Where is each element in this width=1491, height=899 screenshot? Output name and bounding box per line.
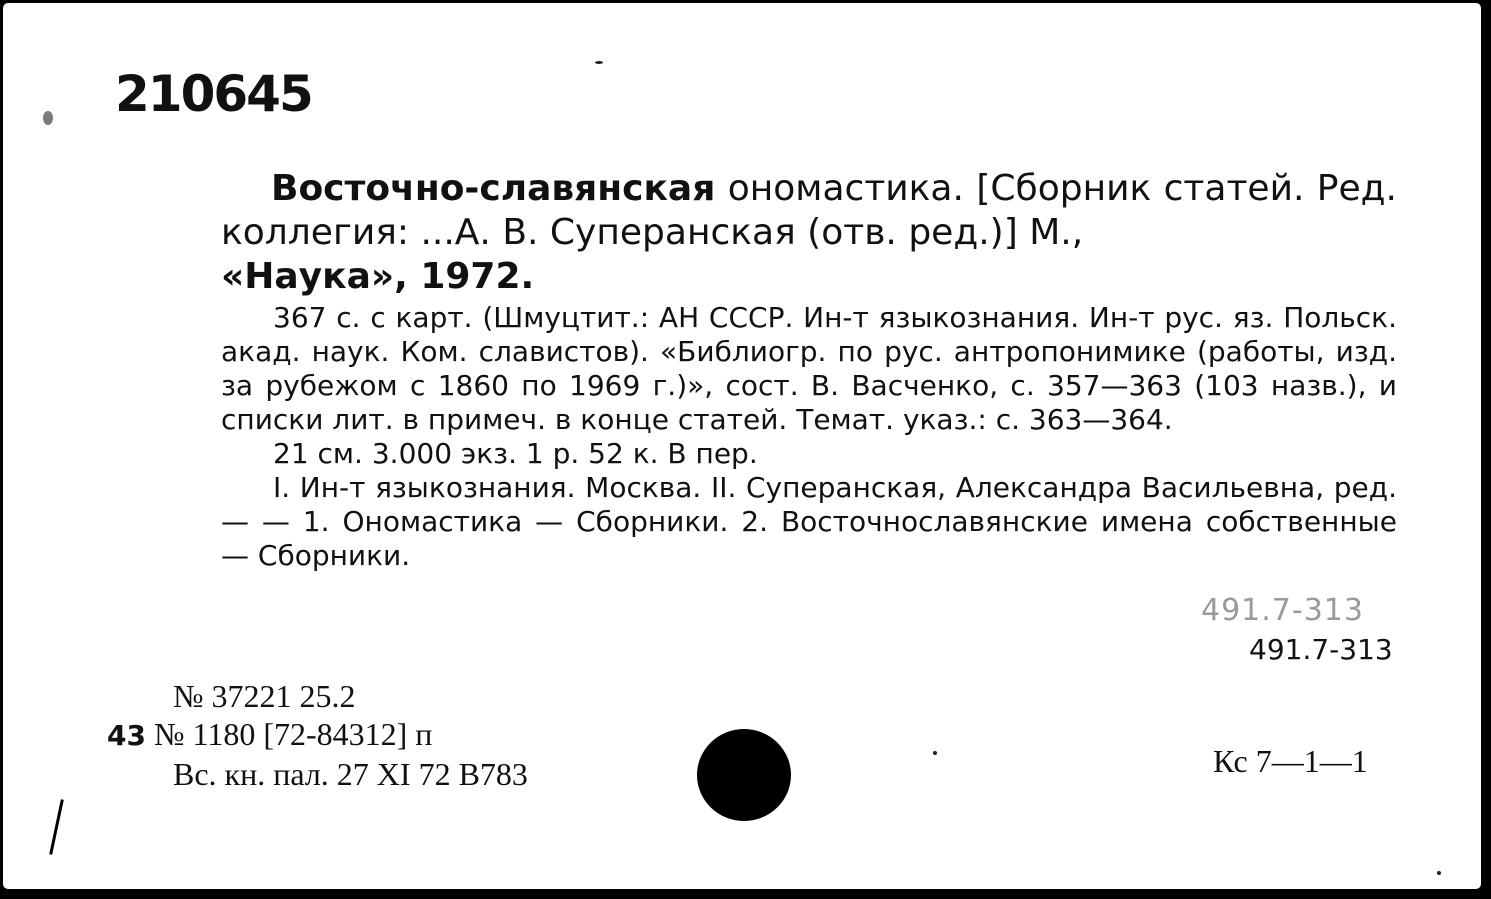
bottom-line-3: Вс. кн. пал. 27 XI 72 В783	[173, 756, 528, 792]
ink-speck	[1437, 871, 1441, 875]
bottom-info	[107, 677, 528, 793]
tracings: I. Ин-т языкознания. Москва. II. Суперанская, Александра Васильевна, ред. — — 1. Ономастика — Сборники. 2. Восточнославянские имена собственные — Сборники.	[221, 471, 1397, 572]
classification-number: 491.7-313	[1249, 633, 1393, 666]
title-rest: ономастика. [Сборник статей. Ред. коллегия: ...А. В. Суперанская (отв. ред.)] М.,	[221, 168, 1397, 253]
card-code: Кс 7—1—1	[1213, 743, 1368, 779]
ink-speck	[43, 111, 53, 125]
publisher-year: «Наука», 1972.	[221, 256, 535, 297]
ink-speck	[595, 61, 603, 64]
bottom-line-1: № 37221 25.2	[173, 678, 356, 714]
bottom-line-2	[107, 715, 528, 755]
title-bold-lead: Восточно-славянская	[271, 168, 716, 209]
card-body	[221, 167, 1397, 573]
pencil-stroke	[49, 799, 64, 854]
bottom-line-2-rest: № 1180 [72-84312] п	[145, 716, 433, 752]
title-entry	[221, 167, 1397, 299]
bottom-line-2-lead: 43	[107, 719, 146, 752]
description	[221, 301, 1397, 573]
pencil-classification: 491.7-313	[1201, 593, 1364, 628]
punch-hole	[697, 729, 791, 821]
ink-speck	[933, 751, 937, 755]
format-price: 21 см. 3.000 экз. 1 р. 52 к. В пер.	[273, 437, 758, 470]
handwritten-number: 210645	[115, 65, 312, 123]
physical-notes: 367 с. с карт. (Шмуцтит.: АН СССР. Ин-т языкознания. Ин-т рус. яз. Польск. акад. наук. Ком. славистов). «Библиогр. по рус. антропонимике (работы, изд. за рубежом с 1860 по 1969 г.)», сост. В. Васченко, с. 357—363 (103 назв.), и списки лит. в примеч. в конце статей. Темат. указ.: с. 363—364.	[221, 301, 1397, 436]
